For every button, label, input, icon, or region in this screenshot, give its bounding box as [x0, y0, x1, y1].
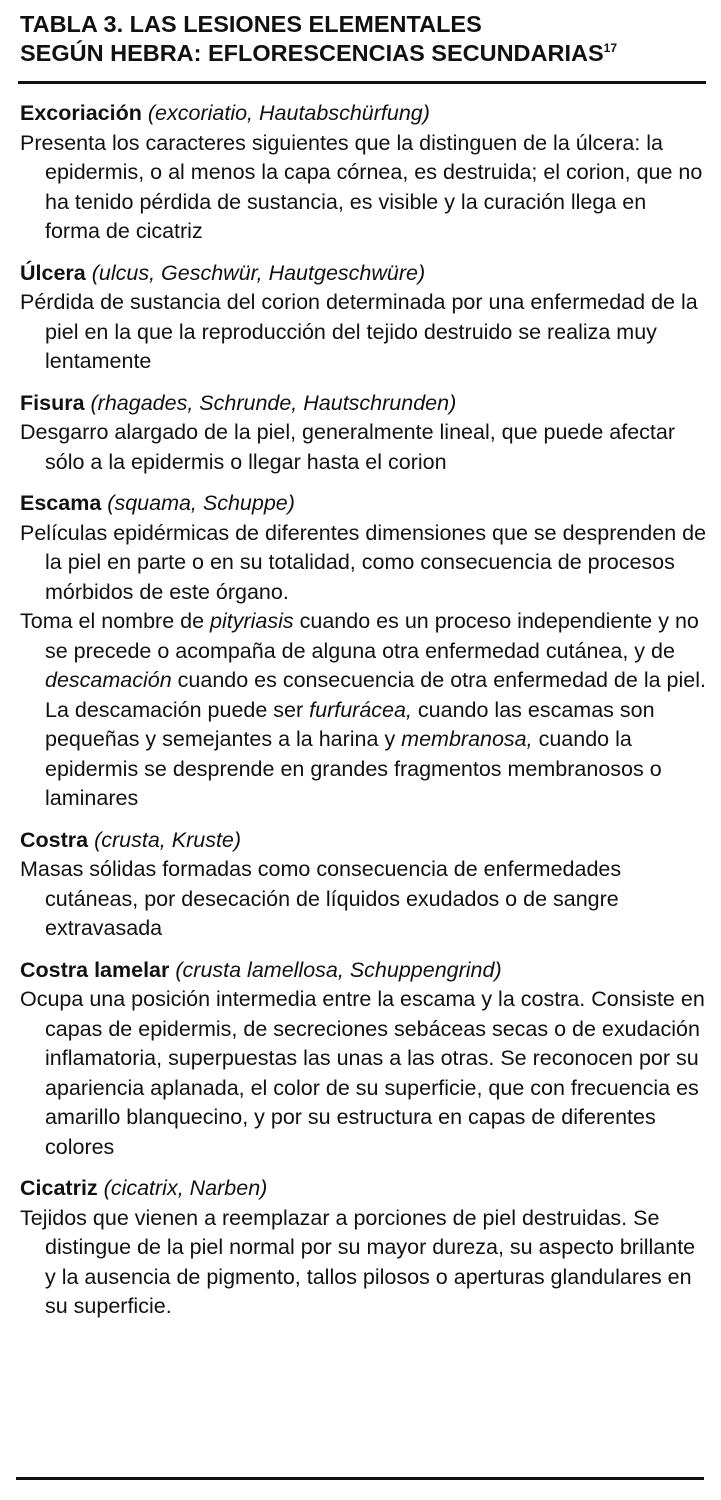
- entry-description: [20, 985, 707, 1162]
- entry-description: [20, 855, 707, 944]
- entry-cicatriz: [20, 1174, 707, 1322]
- reference-superscript: 17: [603, 41, 617, 56]
- description-text: Pérdida de sustancia del corion determinada por una enfermedad de la piel en la que la reproducción del tejido destruido se realiza muy lentamente: [20, 290, 698, 373]
- entry-synonyms: (rhagades, Schrunde, Hautschrunden): [90, 390, 457, 415]
- entry-term: Costra: [20, 827, 89, 852]
- entry-synonyms: (cicatrix, Narben): [103, 1176, 268, 1200]
- entries-list: [20, 99, 707, 1322]
- entry-description: [20, 288, 707, 377]
- description-text: Presenta los caracteres siguientes que la distinguen de la úlcera: la epidermis, o al menos la capa córnea, es destruida; el corion, que no ha tenido pérdida de sustancia, es visible y la curación llega en forma de cicatriz: [20, 130, 703, 243]
- description-text: Tejidos que vienen a reemplazar a porciones de piel destruidas. Se distingue de la piel normal por su mayor dureza, su aspecto brillante y la ausencia de pigmento, tallos pilosos o aperturas glandulares en su superficie.: [20, 1205, 696, 1318]
- entry-term: Fisura: [20, 390, 85, 415]
- description-text: Ocupa una posición intermedia entre la escama y la costra. Consiste en capas de epidermis, de secreciones sebáceas secas o de exudación inflamatoria, superpuestas las unas a las otras. Se reconocen por su apariencia aplanada, el color de su superficie, que con frecuencia es amarillo blanquecino, y por su estructura en capas de diferentes colores: [20, 987, 705, 1159]
- entry-description: [20, 519, 707, 608]
- entry-costra-lamelar: [20, 956, 707, 1163]
- entry-synonyms: (excoriatio, Hautabschürfung): [147, 101, 430, 125]
- entry-escama: [20, 489, 707, 814]
- description-text: Toma el nombre de: [20, 609, 211, 633]
- entry-description: [20, 1204, 707, 1322]
- entry-synonyms: (squama, Schuppe): [107, 491, 295, 515]
- emphasized-term: furfurácea,: [309, 697, 412, 722]
- description-text: Películas epidérmicas de diferentes dimensiones que se desprenden de la piel en parte o en su totalidad, como consecuencia de procesos mórbidos de este órgano.: [20, 520, 707, 604]
- entry-description: [20, 607, 707, 814]
- emphasized-term: pityriasis: [210, 609, 294, 633]
- entry-heading: [20, 259, 707, 289]
- entry-heading: [20, 1174, 707, 1204]
- entry-term: Cicatriz: [20, 1176, 98, 1200]
- entry-description: [20, 418, 707, 477]
- emphasized-term: descamación: [45, 668, 172, 692]
- entry-term: Excoriación: [20, 101, 142, 125]
- entry-term: Costra lamelar: [20, 957, 170, 982]
- description-text: cuando la epidermis se desprende en grandes fragmentos membranosos o laminares: [45, 727, 662, 810]
- entry-costra: [20, 826, 707, 944]
- description-text: cuando es consecuencia de otra enfermedad de la piel. La descamación puede ser: [45, 668, 706, 722]
- description-text: Masas sólidas formadas como consecuencia de enfermedades cutáneas, por desecación de líquidos exudados o de sangre extravasada: [20, 857, 622, 940]
- description-text: Desgarro alargado de la piel, generalmente lineal, que puede afectar sólo a la epidermis o llegar hasta el corion: [20, 420, 675, 474]
- entry-heading: [20, 826, 707, 856]
- table-title: [20, 10, 707, 68]
- top-rule: [18, 81, 706, 84]
- entry-heading: [20, 99, 707, 129]
- entry-heading: [20, 956, 707, 986]
- emphasized-term: membranosa,: [401, 727, 533, 751]
- entry-term: Úlcera: [20, 260, 86, 285]
- title-line-2: SEGÚN HEBRA: EFLORESCENCIAS SECUNDARIAS: [20, 40, 604, 66]
- entry-description: [20, 129, 707, 247]
- entry-heading: [20, 489, 707, 519]
- entry-fisura: [20, 389, 707, 478]
- description-text: cuando las escamas son pequeñas y semejantes a la harina y: [45, 697, 655, 751]
- entry-úlcera: [20, 259, 707, 377]
- entry-term: Escama: [20, 491, 102, 515]
- entry-synonyms: (crusta lamellosa, Schuppengrind): [175, 957, 502, 982]
- table-label: TABLA 3.: [20, 11, 124, 37]
- bottom-rule: [16, 1477, 704, 1480]
- entry-excoriación: [20, 99, 707, 247]
- entry-synonyms: (ulcus, Geschwür, Hautgeschwüre): [91, 260, 426, 285]
- entry-synonyms: (crusta, Kruste): [94, 827, 242, 852]
- description-text: cuando es un proceso independiente y no se precede o acompaña de alguna otra enfermedad cutánea, y de: [45, 609, 699, 663]
- title-line-1: LAS LESIONES ELEMENTALES: [129, 11, 482, 37]
- entry-heading: [20, 389, 707, 419]
